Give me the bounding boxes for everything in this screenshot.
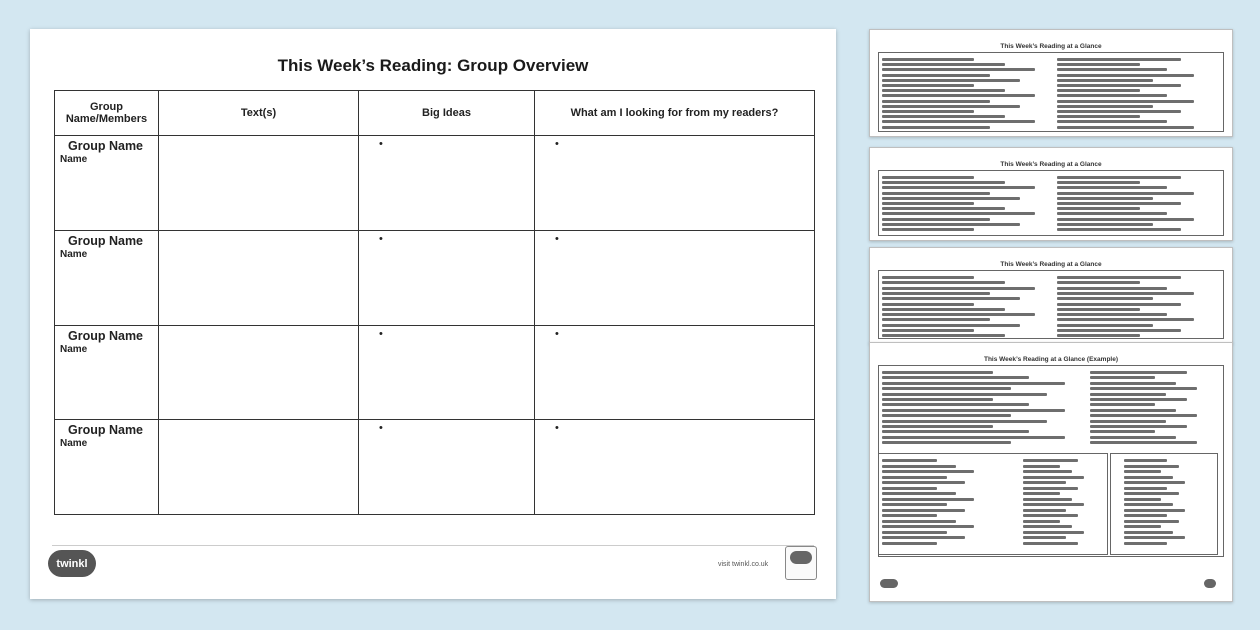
thumbnail-text-line [1023, 498, 1072, 501]
thumbnail-text-line [1090, 382, 1176, 385]
page-thumbnail[interactable] [869, 147, 1233, 241]
thumbnail-text-line [1124, 470, 1161, 473]
column-header: Group Name/Members [55, 91, 159, 136]
thumbnail-text-line [882, 58, 974, 61]
thumbnail-text-line [1090, 376, 1155, 379]
thumbnail-text-line [1090, 409, 1176, 412]
thumbnail-text-line [1124, 536, 1185, 539]
thumbnail-text-line [882, 481, 965, 484]
bullet: • [555, 138, 559, 151]
thumbnail-text-line [1090, 414, 1197, 417]
footer-divider [52, 545, 814, 546]
thumbnail-text-line [882, 476, 947, 479]
thumbnail-text-line [1057, 192, 1195, 195]
thumbnail-text-line [1124, 459, 1167, 462]
thumbnail-text-line [1124, 514, 1167, 517]
thumbnail-text-line [1124, 498, 1161, 501]
thumbnail-text-line [882, 110, 974, 113]
thumbnail-text-line [882, 115, 1005, 118]
thumbnail-text-line [1057, 181, 1140, 184]
thumbnail-text-line [1057, 186, 1167, 189]
thumbnail-text-line [1057, 334, 1140, 337]
thumbnail-text-line [882, 525, 974, 528]
big-ideas-cell [359, 230, 535, 325]
thumbnail-text-line [882, 192, 990, 195]
page-thumbnail[interactable] [869, 29, 1233, 137]
thumbnail-text-line [1023, 542, 1078, 545]
thumbnail-text-line [882, 509, 965, 512]
thumbnail-title: This Week’s Reading at a Glance [1000, 43, 1102, 50]
thumbnail-text-line [1090, 436, 1176, 439]
thumbnail-text-line [882, 382, 1065, 385]
group-members: Name [60, 438, 88, 450]
thumbnail-text-line [1124, 520, 1179, 523]
thumbnail-text-line [1090, 398, 1186, 401]
looking-for-cell [535, 230, 815, 325]
texts-cell [159, 325, 359, 420]
thumbnail-text-line [1023, 470, 1072, 473]
twinkl-logo: twinkl [48, 550, 96, 577]
thumbnail-text-line [882, 376, 1029, 379]
thumbnail-text-line [1124, 465, 1179, 468]
column-header: Big Ideas [359, 91, 535, 136]
thumbnail-text-line [1124, 481, 1185, 484]
thumbnail-text-line [882, 303, 974, 306]
thumbnail-text-line [1090, 430, 1155, 433]
thumbnail-text-line [1124, 542, 1167, 545]
thumbnail-text-line [882, 514, 937, 517]
page-thumbnail[interactable] [869, 247, 1233, 344]
thumbnail-text-line [1124, 525, 1161, 528]
thumbnail-text-line [882, 470, 974, 473]
group-overview-table [54, 90, 815, 515]
thumbnail-text-line [882, 207, 1005, 210]
thumbnail-text-line [1057, 218, 1195, 221]
thumbnail-text-line [882, 430, 1029, 433]
group-members: Name [60, 343, 88, 355]
thumbnail-text-line [1057, 84, 1181, 87]
thumbnail-text-line [1124, 476, 1173, 479]
thumbnail-text-line [1057, 79, 1154, 82]
bullet: • [555, 232, 559, 245]
thumbnail-text-line [882, 308, 1005, 311]
thumbnail-text-line [1023, 509, 1066, 512]
thumbnail-text-line [1057, 202, 1181, 205]
thumbnail-text-line [882, 425, 993, 428]
main-worksheet [30, 29, 836, 599]
thumbnail-text-line [1023, 531, 1084, 534]
group-cell [55, 325, 159, 420]
texts-cell [159, 230, 359, 325]
group-name: Group Name [68, 423, 144, 438]
thumbnail-text-line [1057, 105, 1154, 108]
thumbnail-text-line [882, 420, 1047, 423]
worksheet-title: This Week’s Reading: Group Overview [277, 56, 589, 75]
thumbnail-text-line [1023, 459, 1078, 462]
big-ideas-cell [359, 325, 535, 420]
thumbnail-text-line [882, 79, 1020, 82]
group-cell [55, 230, 159, 325]
thumbnail-text-line [882, 329, 974, 332]
thumbnail-text-line [1057, 303, 1181, 306]
thumbnail-text-line [882, 492, 956, 495]
thumbnail-text-line [1023, 520, 1060, 523]
thumbnail-text-line [1090, 425, 1186, 428]
thumbnail-text-line [882, 542, 937, 545]
thumbnail-text-line [1023, 503, 1084, 506]
thumbnail-text-line [1057, 297, 1154, 300]
column-header: Text(s) [159, 91, 359, 136]
thumbnail-text-line [1057, 115, 1140, 118]
group-cell [55, 136, 159, 231]
thumbnail-text-line [882, 176, 974, 179]
thumbnail-text-line [1090, 441, 1197, 444]
thumbnail-text-line [1057, 287, 1167, 290]
thumbnail-text-line [1057, 74, 1195, 77]
thumbnail-text-line [1023, 481, 1066, 484]
thumbnail-text-line [882, 393, 1047, 396]
thumbnail-title: This Week’s Reading at a Glance [1000, 161, 1102, 168]
thumbnail-text-line [882, 126, 990, 129]
thumbnail-text-line [882, 403, 1029, 406]
thumbnail-text-line [882, 487, 937, 490]
group-members: Name [60, 154, 88, 166]
thumbnail-text-line [882, 398, 993, 401]
table-row [55, 230, 815, 325]
thumbnail-text-line [1057, 63, 1140, 66]
thumbnail-text-line [882, 105, 1020, 108]
thumbnail-text-line [882, 436, 1065, 439]
thumbnail-text-line [1057, 89, 1140, 92]
page-thumbnail[interactable] [869, 342, 1233, 602]
table-row [55, 325, 815, 420]
thumbnail-text-line [1124, 503, 1173, 506]
thumbnail-text-line [882, 212, 1035, 215]
bullet: • [555, 327, 559, 340]
thumbnail-text-line [882, 223, 1020, 226]
quality-seal-icon [1204, 579, 1216, 588]
thumbnail-text-line [1057, 100, 1195, 103]
thumbnail-text-line [882, 465, 956, 468]
texts-cell [159, 136, 359, 231]
thumbnail-text-line [882, 409, 1065, 412]
footer-url: visit twinkl.co.uk [718, 561, 769, 568]
thumbnail-text-line [1124, 487, 1167, 490]
looking-for-cell [535, 325, 815, 420]
thumbnail-text-line [882, 313, 1035, 316]
thumbnail-text-line [1124, 509, 1185, 512]
thumbnail-text-line [1057, 292, 1195, 295]
thumbnail-text-line [882, 89, 1005, 92]
thumbnail-text-line [1023, 525, 1072, 528]
thumbnail-text-line [1057, 281, 1140, 284]
thumbnail-text-line [882, 287, 1035, 290]
thumbnail-text-line [882, 324, 1020, 327]
looking-for-cell [535, 136, 815, 231]
group-members: Name [60, 248, 88, 260]
thumbnail-text-line [882, 414, 1011, 417]
thumbnail-text-line [882, 68, 1035, 71]
thumbnail-text-line [1057, 197, 1154, 200]
thumbnail-text-line [1057, 207, 1140, 210]
thumbnail-text-line [1090, 393, 1165, 396]
thumbnail-text-line [882, 459, 937, 462]
thumbnail-text-line [882, 186, 1035, 189]
thumbnail-text-line [882, 63, 1005, 66]
thumbnail-title: This Week’s Reading at a Glance [1000, 261, 1102, 268]
thumbnail-text-line [1057, 68, 1167, 71]
twinkl-logo-icon [880, 579, 898, 588]
thumbnail-text-line [1023, 476, 1084, 479]
thumbnail-text-line [1124, 492, 1179, 495]
thumbnail-text-line [1057, 212, 1167, 215]
thumbnail-text-line [882, 84, 974, 87]
thumbnail-text-line [1023, 492, 1060, 495]
thumbnail-text-line [1057, 223, 1154, 226]
big-ideas-cell [359, 136, 535, 231]
thumbnail-text-line [882, 181, 1005, 184]
column-header: What am I looking for from my readers? [535, 91, 815, 136]
group-name: Group Name [68, 328, 144, 343]
thumbnail-text-line [1023, 487, 1078, 490]
thumbnail-text-line [1057, 276, 1181, 279]
thumbnail-text-line [1057, 324, 1154, 327]
thumbnail-text-line [882, 441, 1011, 444]
thumbnail-text-line [882, 371, 993, 374]
thumbnail-text-line [882, 74, 990, 77]
thumbnail-text-line [882, 503, 947, 506]
thumbnail-text-line [882, 202, 974, 205]
thumbnail-text-line [1090, 371, 1186, 374]
thumbnail-text-line [882, 520, 956, 523]
thumbnail-text-line [1090, 403, 1155, 406]
looking-for-cell [535, 420, 815, 515]
thumbnail-text-line [1057, 110, 1181, 113]
thumbnail-text-line [1124, 531, 1173, 534]
thumbnail-text-line [882, 387, 1011, 390]
thumbnail-text-line [882, 281, 1005, 284]
thumbnail-text-line [1057, 329, 1181, 332]
thumbnail-text-line [1057, 94, 1167, 97]
group-cell [55, 420, 159, 515]
table-row [55, 420, 815, 515]
bullet: • [379, 327, 383, 340]
thumbnail-text-line [1057, 58, 1181, 61]
thumbnail-title: This Week’s Reading at a Glance (Example) [983, 356, 1119, 363]
thumbnail-text-line [882, 94, 1035, 97]
thumbnail-text-line [1057, 228, 1181, 231]
group-name: Group Name [68, 233, 144, 248]
bullet: • [379, 138, 383, 151]
thumbnail-text-line [882, 334, 1005, 337]
table-row [55, 136, 815, 231]
thumbnail-text-line [882, 197, 1020, 200]
table-header-row [55, 91, 815, 136]
thumbnail-text-line [882, 318, 990, 321]
thumbnail-text-line [882, 120, 1035, 123]
thumbnail-text-line [1057, 120, 1167, 123]
texts-cell [159, 420, 359, 515]
thumbnail-text-line [1090, 420, 1165, 423]
thumbnail-text-line [1023, 514, 1078, 517]
thumbnail-text-line [882, 100, 990, 103]
thumbnail-text-line [882, 297, 1020, 300]
bullet: • [379, 422, 383, 435]
bullet: • [555, 422, 559, 435]
thumbnail-text-line [1090, 387, 1197, 390]
thumbnail-text-line [882, 292, 990, 295]
group-name: Group Name [68, 139, 144, 154]
thumbnail-text-line [1057, 318, 1195, 321]
big-ideas-cell [359, 420, 535, 515]
thumbnail-text-line [882, 498, 974, 501]
thumbnail-text-line [1023, 536, 1066, 539]
thumbnail-text-line [882, 276, 974, 279]
thumbnail-text-line [882, 218, 990, 221]
thumbnail-text-line [1023, 465, 1060, 468]
thumbnail-text-line [1057, 126, 1195, 129]
quality-seal-icon [785, 546, 817, 580]
thumbnail-text-line [1057, 313, 1167, 316]
thumbnail-text-line [1057, 176, 1181, 179]
thumbnail-text-line [882, 228, 974, 231]
bullet: • [379, 232, 383, 245]
thumbnail-text-line [882, 531, 947, 534]
thumbnail-text-line [882, 536, 965, 539]
thumbnail-text-line [1057, 308, 1140, 311]
